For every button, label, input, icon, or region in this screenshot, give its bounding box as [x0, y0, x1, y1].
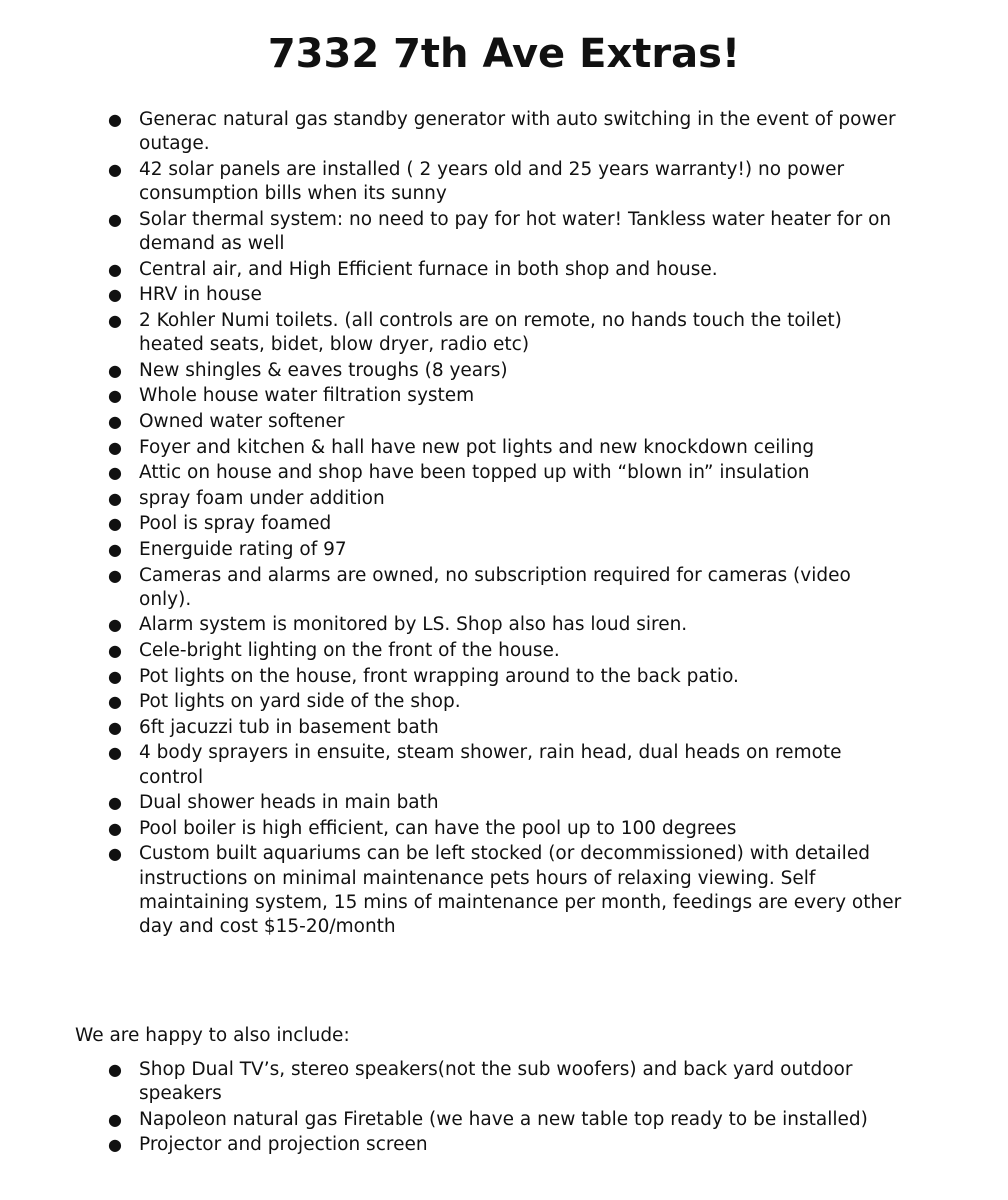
list-item [108, 791, 908, 815]
bullet-icon: ● [108, 692, 122, 712]
list-item [108, 716, 908, 740]
list-item [108, 512, 908, 536]
list-item [108, 461, 908, 485]
list-item [108, 410, 908, 434]
list-item-text: Alarm system is monitored by LS. Shop also has loud siren. [139, 614, 688, 636]
list-item [108, 817, 908, 841]
list-item-text: 6ft jacuzzi tub in basement bath [139, 716, 439, 738]
list-item-text: Cele-bright lighting on the front of the house. [139, 639, 560, 661]
list-item [108, 208, 908, 257]
list-item [108, 690, 908, 714]
list-item-text: Solar thermal system: no need to pay for hot water! Tankless water heater for on demand as well [139, 208, 892, 255]
bullet-icon: ● [108, 310, 122, 330]
bullet-icon: ● [108, 539, 122, 559]
include-intro: We are happy to also include: [75, 1024, 350, 1046]
bullet-icon: ● [108, 514, 122, 534]
bullet-icon: ● [108, 437, 122, 457]
includes-list [0, 1058, 1008, 1158]
bullet-icon: ● [108, 1059, 122, 1079]
bullet-icon: ● [108, 743, 122, 763]
list-item-text: Attic on house and shop have been topped up with “blown in” insulation [139, 462, 810, 484]
bullet-icon: ● [108, 386, 122, 406]
list-item [108, 564, 908, 613]
bullet-icon: ● [108, 1135, 122, 1155]
list-item-text: 42 solar panels are installed ( 2 years old and 25 years warranty!) no power consumption bills when its sunny [139, 158, 845, 205]
page-title: 7332 7th Ave Extras! [267, 31, 741, 77]
list-item [108, 613, 908, 637]
list-item [108, 741, 908, 790]
list-item-text: Foyer and kitchen & hall have new pot lights and new knockdown ceiling [139, 436, 815, 458]
bullet-icon: ● [108, 209, 122, 229]
list-item-text: Dual shower heads in main bath [139, 792, 439, 814]
list-item-text: 4 body sprayers in ensuite, steam shower, rain head, dual heads on remote control [139, 742, 842, 788]
bullet-icon: ● [108, 411, 122, 431]
bullet-icon: ● [108, 488, 122, 508]
bullet-icon: ● [108, 1109, 122, 1129]
list-item-text: Pot lights on the house, front wrapping around to the back patio. [139, 665, 739, 687]
list-item [108, 258, 908, 282]
list-item-text: Whole house water filtration system [139, 385, 475, 407]
bullet-icon: ● [108, 159, 122, 179]
bullet-icon: ● [108, 717, 122, 737]
list-item [108, 359, 908, 383]
bullet-icon: ● [108, 565, 122, 585]
list-item [108, 436, 908, 460]
bullet-icon: ● [108, 285, 122, 305]
list-item-text: Shop Dual TV’s, stereo speakers(not the sub woofers) and back yard outdoor speakers [139, 1058, 853, 1104]
list-item [108, 384, 908, 408]
bullet-icon: ● [108, 844, 122, 864]
bullet-icon: ● [108, 666, 122, 686]
list-item-text: Cameras and alarms are owned, no subscription required for cameras (video only). [139, 564, 851, 610]
list-item-text: spray foam under addition [139, 487, 385, 509]
list-item-text: Custom built aquariums can be left stocked (or decommissioned) with detailed instructions on minimal maintenance pets hours of relaxing viewing. Self maintaining system, 15 mins of maintenance per month, feedings are every other day and cost $15-20/month [139, 843, 902, 938]
bullet-icon: ● [108, 360, 122, 380]
list-item-text: Owned water softener [139, 410, 345, 432]
bullet-icon: ● [108, 259, 122, 279]
list-item [108, 538, 908, 562]
list-item [108, 487, 908, 511]
list-item-text: Energuide rating of 97 [139, 538, 347, 560]
list-item [108, 309, 908, 358]
list-item-text: New shingles & eaves troughs (8 years) [139, 359, 508, 381]
list-item-text: HRV in house [139, 284, 262, 306]
list-item-text: Pool boiler is high efficient, can have the pool up to 100 degrees [139, 817, 737, 839]
list-item-text: Pool is spray foamed [139, 513, 332, 535]
bullet-icon: ● [108, 463, 122, 483]
list-item [108, 1133, 908, 1157]
list-item [108, 158, 908, 207]
list-item-text: Projector and projection screen [139, 1134, 428, 1156]
list-item [108, 665, 908, 689]
bullet-icon: ● [108, 615, 122, 635]
list-item-text: 2 Kohler Numi toilets. (all controls are on remote, no hands touch the toilet) heated seats, bidet, blow dryer, radio etc) [139, 309, 842, 356]
list-item [108, 108, 908, 157]
list-item [108, 283, 908, 307]
list-item [108, 639, 908, 663]
list-item-text: Napoleon natural gas Firetable (we have a new table top ready to be installed) [139, 1108, 868, 1130]
list-item-text: Central air, and High Efficient furnace in both shop and house. [139, 258, 718, 280]
list-item-text: Generac natural gas standby generator with auto switching in the event of power outage. [139, 109, 896, 155]
bullet-icon: ● [108, 793, 122, 813]
extras-list [0, 108, 1008, 940]
list-item-text: Pot lights on yard side of the shop. [139, 691, 461, 713]
bullet-icon: ● [108, 110, 122, 129]
list-item [108, 1108, 908, 1132]
list-item [108, 1058, 908, 1107]
bullet-icon: ● [108, 818, 122, 838]
list-item [108, 842, 908, 939]
bullet-icon: ● [108, 640, 122, 660]
